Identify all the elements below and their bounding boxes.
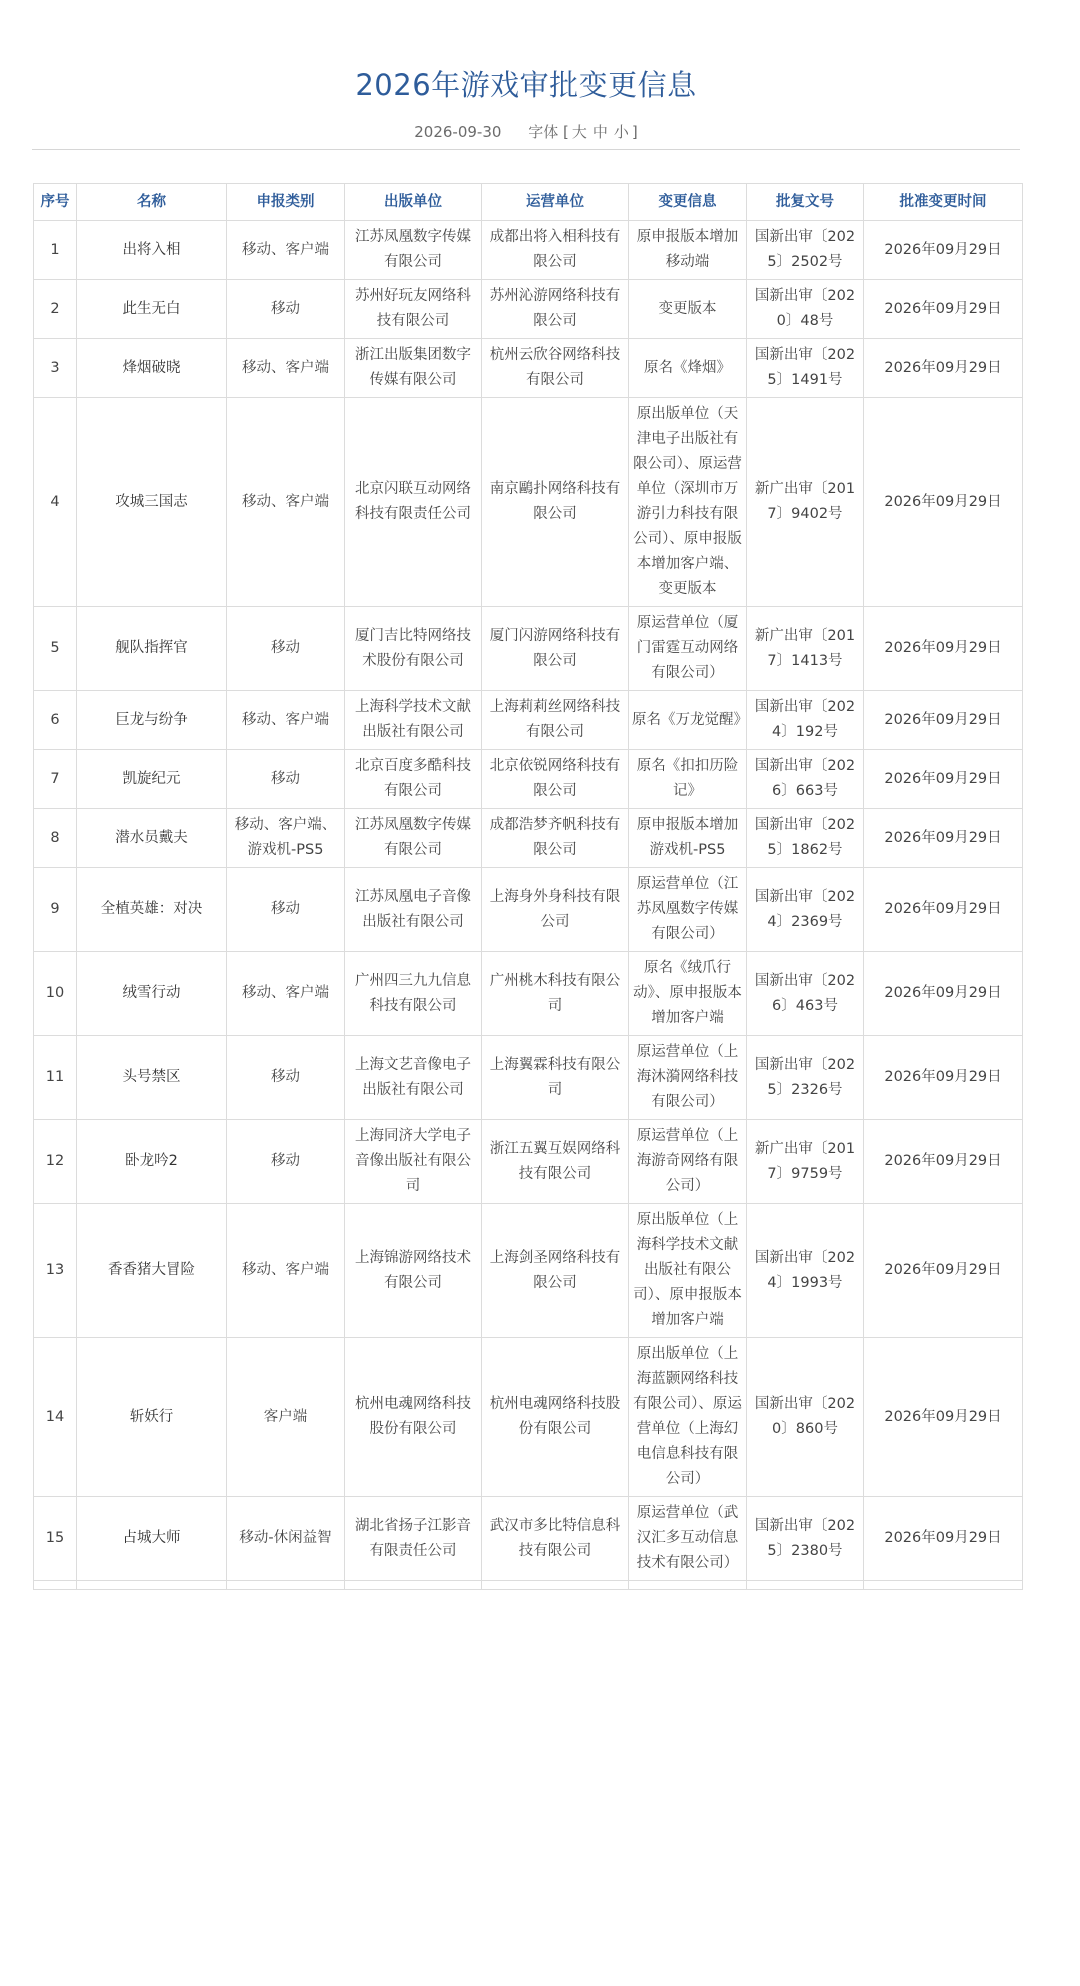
table-row [34,691,1023,750]
table-row [34,1120,1023,1204]
cell-no: 2 [34,280,77,339]
cell-publisher: 上海科学技术文献出版社有限公司 [345,691,482,750]
cell-category: 移动-休闲益智 [227,1497,345,1581]
table-row [34,750,1023,809]
cell-operator: 上海翼霖科技有限公司 [482,1036,629,1120]
cell-time: 2026年09月29日 [864,691,1023,750]
cell-time: 2026年09月29日 [864,1497,1023,1581]
header-change: 变更信息 [629,184,747,221]
cell-publisher: 上海文艺音像电子出版社有限公司 [345,1036,482,1120]
cell-change: 原名《烽烟》 [629,339,747,398]
cell-approval: 新广出审〔2017〕9402号 [747,398,864,607]
cell-name: 巨龙与纷争 [77,691,227,750]
cell-time: 2026年09月29日 [864,607,1023,691]
cell-name: 凯旋纪元 [77,750,227,809]
cell-operator: 上海莉莉丝网络科技有限公司 [482,691,629,750]
cell-name: 出将入相 [77,221,227,280]
cell-operator: 杭州电魂网络科技股份有限公司 [482,1338,629,1497]
cell-time: 2026年09月29日 [864,280,1023,339]
cell-time: 2026年09月29日 [864,1036,1023,1120]
table-row [34,1581,1023,1590]
cell-no: 1 [34,221,77,280]
cell-approval: 国新出审〔2020〕860号 [747,1338,864,1497]
cell-operator: 广州桃木科技有限公司 [482,952,629,1036]
cell-approval: 国新出审〔2020〕48号 [747,280,864,339]
cell-publisher: 湖北省扬子江影音有限责任公司 [345,1497,482,1581]
cell-category: 移动、客户端 [227,398,345,607]
cell-name: 卧龙吟2 [77,1120,227,1204]
cell-change: 原出版单位（天津电子出版社有限公司）、原运营单位（深圳市万游引力科技有限公司）、原申报版本增加客户端、变更版本 [629,398,747,607]
cell-approval: 国新出审〔2025〕2326号 [747,1036,864,1120]
cell-name: 潜水员戴夫 [77,809,227,868]
cell-publisher: 江苏凤凰数字传媒有限公司 [345,809,482,868]
cell-time: 2026年09月29日 [864,868,1023,952]
cell-no: 14 [34,1338,77,1497]
cell-name: 烽烟破晓 [77,339,227,398]
cell-time: 2026年09月29日 [864,339,1023,398]
cell-time [864,1581,1023,1590]
publish-date: 2026-09-30 [414,123,502,141]
cell-name: 香香猪大冒险 [77,1204,227,1338]
cell-approval: 国新出审〔2024〕192号 [747,691,864,750]
cell-operator: 成都出将入相科技有限公司 [482,221,629,280]
cell-approval: 国新出审〔2025〕2380号 [747,1497,864,1581]
table-row [34,221,1023,280]
cell-operator: 南京鷗扑网络科技有限公司 [482,398,629,607]
cell-name: 此生无白 [77,280,227,339]
cell-approval [747,1581,864,1590]
cell-no: 13 [34,1204,77,1338]
cell-category: 移动、客户端 [227,1204,345,1338]
cell-change: 原名《绒爪行动》、原申报版本增加客户端 [629,952,747,1036]
article-meta [32,121,1020,142]
cell-no: 6 [34,691,77,750]
cell-category: 客户端 [227,1338,345,1497]
table-row [34,1497,1023,1581]
cell-change: 原运营单位（武汉汇多互动信息技术有限公司） [629,1497,747,1581]
cell-change: 原申报版本增加游戏机-PS5 [629,809,747,868]
header-no: 序号 [34,184,77,221]
table-row [34,1338,1023,1497]
cell-time: 2026年09月29日 [864,1338,1023,1497]
cell-name: 斩妖行 [77,1338,227,1497]
cell-category: 移动 [227,1036,345,1120]
cell-category: 移动 [227,750,345,809]
cell-name: 绒雪行动 [77,952,227,1036]
cell-publisher: 江苏凤凰电子音像出版社有限公司 [345,868,482,952]
table-header-row [34,184,1023,221]
cell-change: 原申报版本增加移动端 [629,221,747,280]
cell-operator: 上海身外身科技有限公司 [482,868,629,952]
cell-name: 占城大师 [77,1497,227,1581]
cell-approval: 新广出审〔2017〕9759号 [747,1120,864,1204]
cell-publisher: 广州四三九九信息科技有限公司 [345,952,482,1036]
cell-approval: 国新出审〔2024〕2369号 [747,868,864,952]
cell-approval: 国新出审〔2025〕2502号 [747,221,864,280]
header-category: 申报类别 [227,184,345,221]
title-divider [32,149,1020,150]
cell-category: 移动、客户端 [227,952,345,1036]
cell-time: 2026年09月29日 [864,952,1023,1036]
cell-change: 原出版单位（上海科学技术文献出版社有限公司）、原申报版本增加客户端 [629,1204,747,1338]
page-title: 2026年游戏审批变更信息 [355,68,697,103]
cell-approval: 国新出审〔2025〕1491号 [747,339,864,398]
cell-change: 原名《扣扣历险记》 [629,750,747,809]
header-publisher: 出版单位 [345,184,482,221]
cell-category: 移动、客户端 [227,339,345,398]
font-size-large[interactable]: 大 [571,123,587,141]
cell-change: 原出版单位（上海蓝颢网络科技有限公司）、原运营单位（上海幻电信息科技有限公司） [629,1338,747,1497]
cell-category: 移动 [227,280,345,339]
table-row [34,398,1023,607]
cell-publisher: 上海同济大学电子音像出版社有限公司 [345,1120,482,1204]
cell-approval: 新广出审〔2017〕1413号 [747,607,864,691]
font-size-medium[interactable]: 中 [592,123,608,141]
cell-change: 变更版本 [629,280,747,339]
cell-name: 舰队指挥官 [77,607,227,691]
cell-category: 移动 [227,607,345,691]
cell-category: 移动 [227,1120,345,1204]
font-size-switcher [528,123,638,141]
cell-publisher: 杭州电魂网络科技股份有限公司 [345,1338,482,1497]
table-row [34,952,1023,1036]
table-row [34,1204,1023,1338]
cell-operator: 成都浩梦齐帆科技有限公司 [482,809,629,868]
cell-no: 7 [34,750,77,809]
font-size-small[interactable]: 小 [613,123,629,141]
table-body [34,221,1023,1590]
cell-no: 5 [34,607,77,691]
cell-time: 2026年09月29日 [864,750,1023,809]
bracket-open: [ [563,123,569,141]
cell-category: 移动 [227,868,345,952]
cell-approval: 国新出审〔2026〕663号 [747,750,864,809]
table-row [34,868,1023,952]
cell-publisher [345,1581,482,1590]
cell-time: 2026年09月29日 [864,398,1023,607]
cell-no: 3 [34,339,77,398]
cell-approval: 国新出审〔2026〕463号 [747,952,864,1036]
cell-operator: 浙江五翼互娱网络科技有限公司 [482,1120,629,1204]
cell-change: 原运营单位（江苏凤凰数字传媒有限公司） [629,868,747,952]
table-row [34,339,1023,398]
cell-no: 8 [34,809,77,868]
cell-change: 原运营单位（上海沐漪网络科技有限公司） [629,1036,747,1120]
cell-no: 4 [34,398,77,607]
table-row [34,809,1023,868]
cell-change [629,1581,747,1590]
cell-approval: 国新出审〔2024〕1993号 [747,1204,864,1338]
cell-publisher: 北京闪联互动网络科技有限责任公司 [345,398,482,607]
header-operator: 运营单位 [482,184,629,221]
cell-operator: 厦门闪游网络科技有限公司 [482,607,629,691]
cell-no: 11 [34,1036,77,1120]
table-row [34,280,1023,339]
cell-name: 全植英雄：对决 [77,868,227,952]
cell-operator: 北京依锐网络科技有限公司 [482,750,629,809]
cell-change: 原运营单位（上海游奇网络有限公司） [629,1120,747,1204]
approval-change-table [33,183,1023,1590]
header-approval: 批复文号 [747,184,864,221]
cell-no: 10 [34,952,77,1036]
cell-name [77,1581,227,1590]
cell-time: 2026年09月29日 [864,1120,1023,1204]
header-name: 名称 [77,184,227,221]
cell-operator: 杭州云欣谷网络科技有限公司 [482,339,629,398]
cell-operator: 武汉市多比特信息科技有限公司 [482,1497,629,1581]
cell-publisher: 江苏凤凰数字传媒有限公司 [345,221,482,280]
cell-no: 15 [34,1497,77,1581]
cell-category: 移动、客户端 [227,221,345,280]
cell-category: 移动、客户端、游戏机-PS5 [227,809,345,868]
cell-change: 原运营单位（厦门雷霆互动网络有限公司） [629,607,747,691]
cell-publisher: 上海锦游网络技术有限公司 [345,1204,482,1338]
font-size-label: 字体 [528,123,559,141]
cell-approval: 国新出审〔2025〕1862号 [747,809,864,868]
cell-no: 12 [34,1120,77,1204]
cell-category: 移动、客户端 [227,691,345,750]
cell-time: 2026年09月29日 [864,221,1023,280]
cell-publisher: 厦门吉比特网络技术股份有限公司 [345,607,482,691]
table-row [34,1036,1023,1120]
cell-change: 原名《万龙觉醒》 [629,691,747,750]
header-time: 批准变更时间 [864,184,1023,221]
cell-no [34,1581,77,1590]
cell-operator: 上海剑圣网络科技有限公司 [482,1204,629,1338]
cell-publisher: 北京百度多酷科技有限公司 [345,750,482,809]
table-row [34,607,1023,691]
cell-category [227,1581,345,1590]
cell-publisher: 浙江出版集团数字传媒有限公司 [345,339,482,398]
bracket-close: ] [631,123,638,141]
cell-name: 攻城三国志 [77,398,227,607]
cell-no: 9 [34,868,77,952]
cell-name: 头号禁区 [77,1036,227,1120]
cell-operator [482,1581,629,1590]
cell-time: 2026年09月29日 [864,1204,1023,1338]
cell-operator: 苏州沁游网络科技有限公司 [482,280,629,339]
cell-time: 2026年09月29日 [864,809,1023,868]
cell-publisher: 苏州好玩友网络科技有限公司 [345,280,482,339]
